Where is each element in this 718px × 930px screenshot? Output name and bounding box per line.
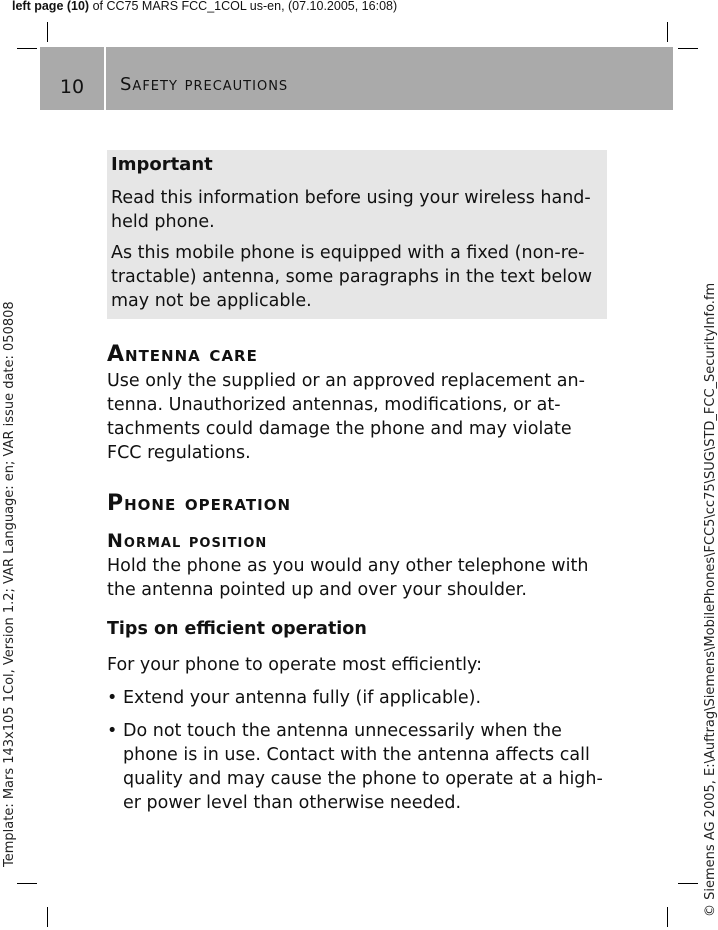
crop-mark — [667, 907, 668, 927]
crop-mark — [667, 22, 668, 42]
phone-operation-heading: Phone operation — [107, 491, 291, 516]
crop-mark — [47, 22, 48, 42]
important-paragraph: As this mobile phone is equipped with a fixed (non-re-tractable) antenna, some paragraphs in the text below may not be applicable. — [111, 243, 593, 311]
antenna-care-text: Use only the supplied or an approved replacement an-tenna. Unauthorized antennas, modifications, or at-tachments could damage the phone and may violate FCC regulations. — [107, 371, 585, 463]
copyright-text: © Siemens AG 2005, E:\Auftrag\Siemens\MobilePhones\FCC5\cc75\SUG\STD_FCC_SecurityInfo.fm — [703, 282, 718, 917]
tips-list-item: • Extend your antenna fully (if applicable). — [107, 686, 607, 710]
crop-mark — [47, 907, 48, 927]
crop-mark — [17, 883, 37, 884]
antenna-care-heading: Antenna care — [107, 342, 258, 367]
print-info-page: left page (10) — [12, 0, 90, 13]
crop-mark — [678, 48, 698, 49]
template-info-text: Template: Mars 143x105 1Col, Version 1.2; VAR Language: en; VAR issue date: 050808 — [2, 301, 17, 867]
template-info-vertical — [0, 22, 24, 882]
tips-heading: Tips on efficient operation — [107, 619, 367, 639]
normal-position-text: Hold the phone as you would any other telephone with the antenna pointed up and over your shoulder. — [107, 556, 589, 600]
print-info-details: of CC75 MARS FCC_1COL us-en, (07.10.2005, 16:08) — [89, 0, 398, 13]
normal-position-heading: Normal position — [107, 530, 268, 552]
tips-list-item: • Do not touch the antenna unnecessarily when the phone is in use. Contact with the antenna affects call quality and may cause the phone to operate at a high-er power level than otherwise needed. — [107, 719, 607, 815]
page-number: 10 — [40, 47, 106, 110]
page-header — [40, 47, 673, 110]
important-box — [107, 150, 607, 319]
page-title: Safety precautions — [120, 74, 289, 95]
tips-intro: For your phone to operate most efficiently: — [107, 655, 482, 675]
tips-list — [107, 686, 607, 815]
page-content — [107, 150, 607, 824]
important-paragraph: Read this information before using your wireless hand-held phone. — [111, 188, 591, 232]
important-heading: Important — [111, 154, 213, 175]
print-info-line — [12, 0, 397, 13]
copyright-vertical — [691, 282, 718, 930]
